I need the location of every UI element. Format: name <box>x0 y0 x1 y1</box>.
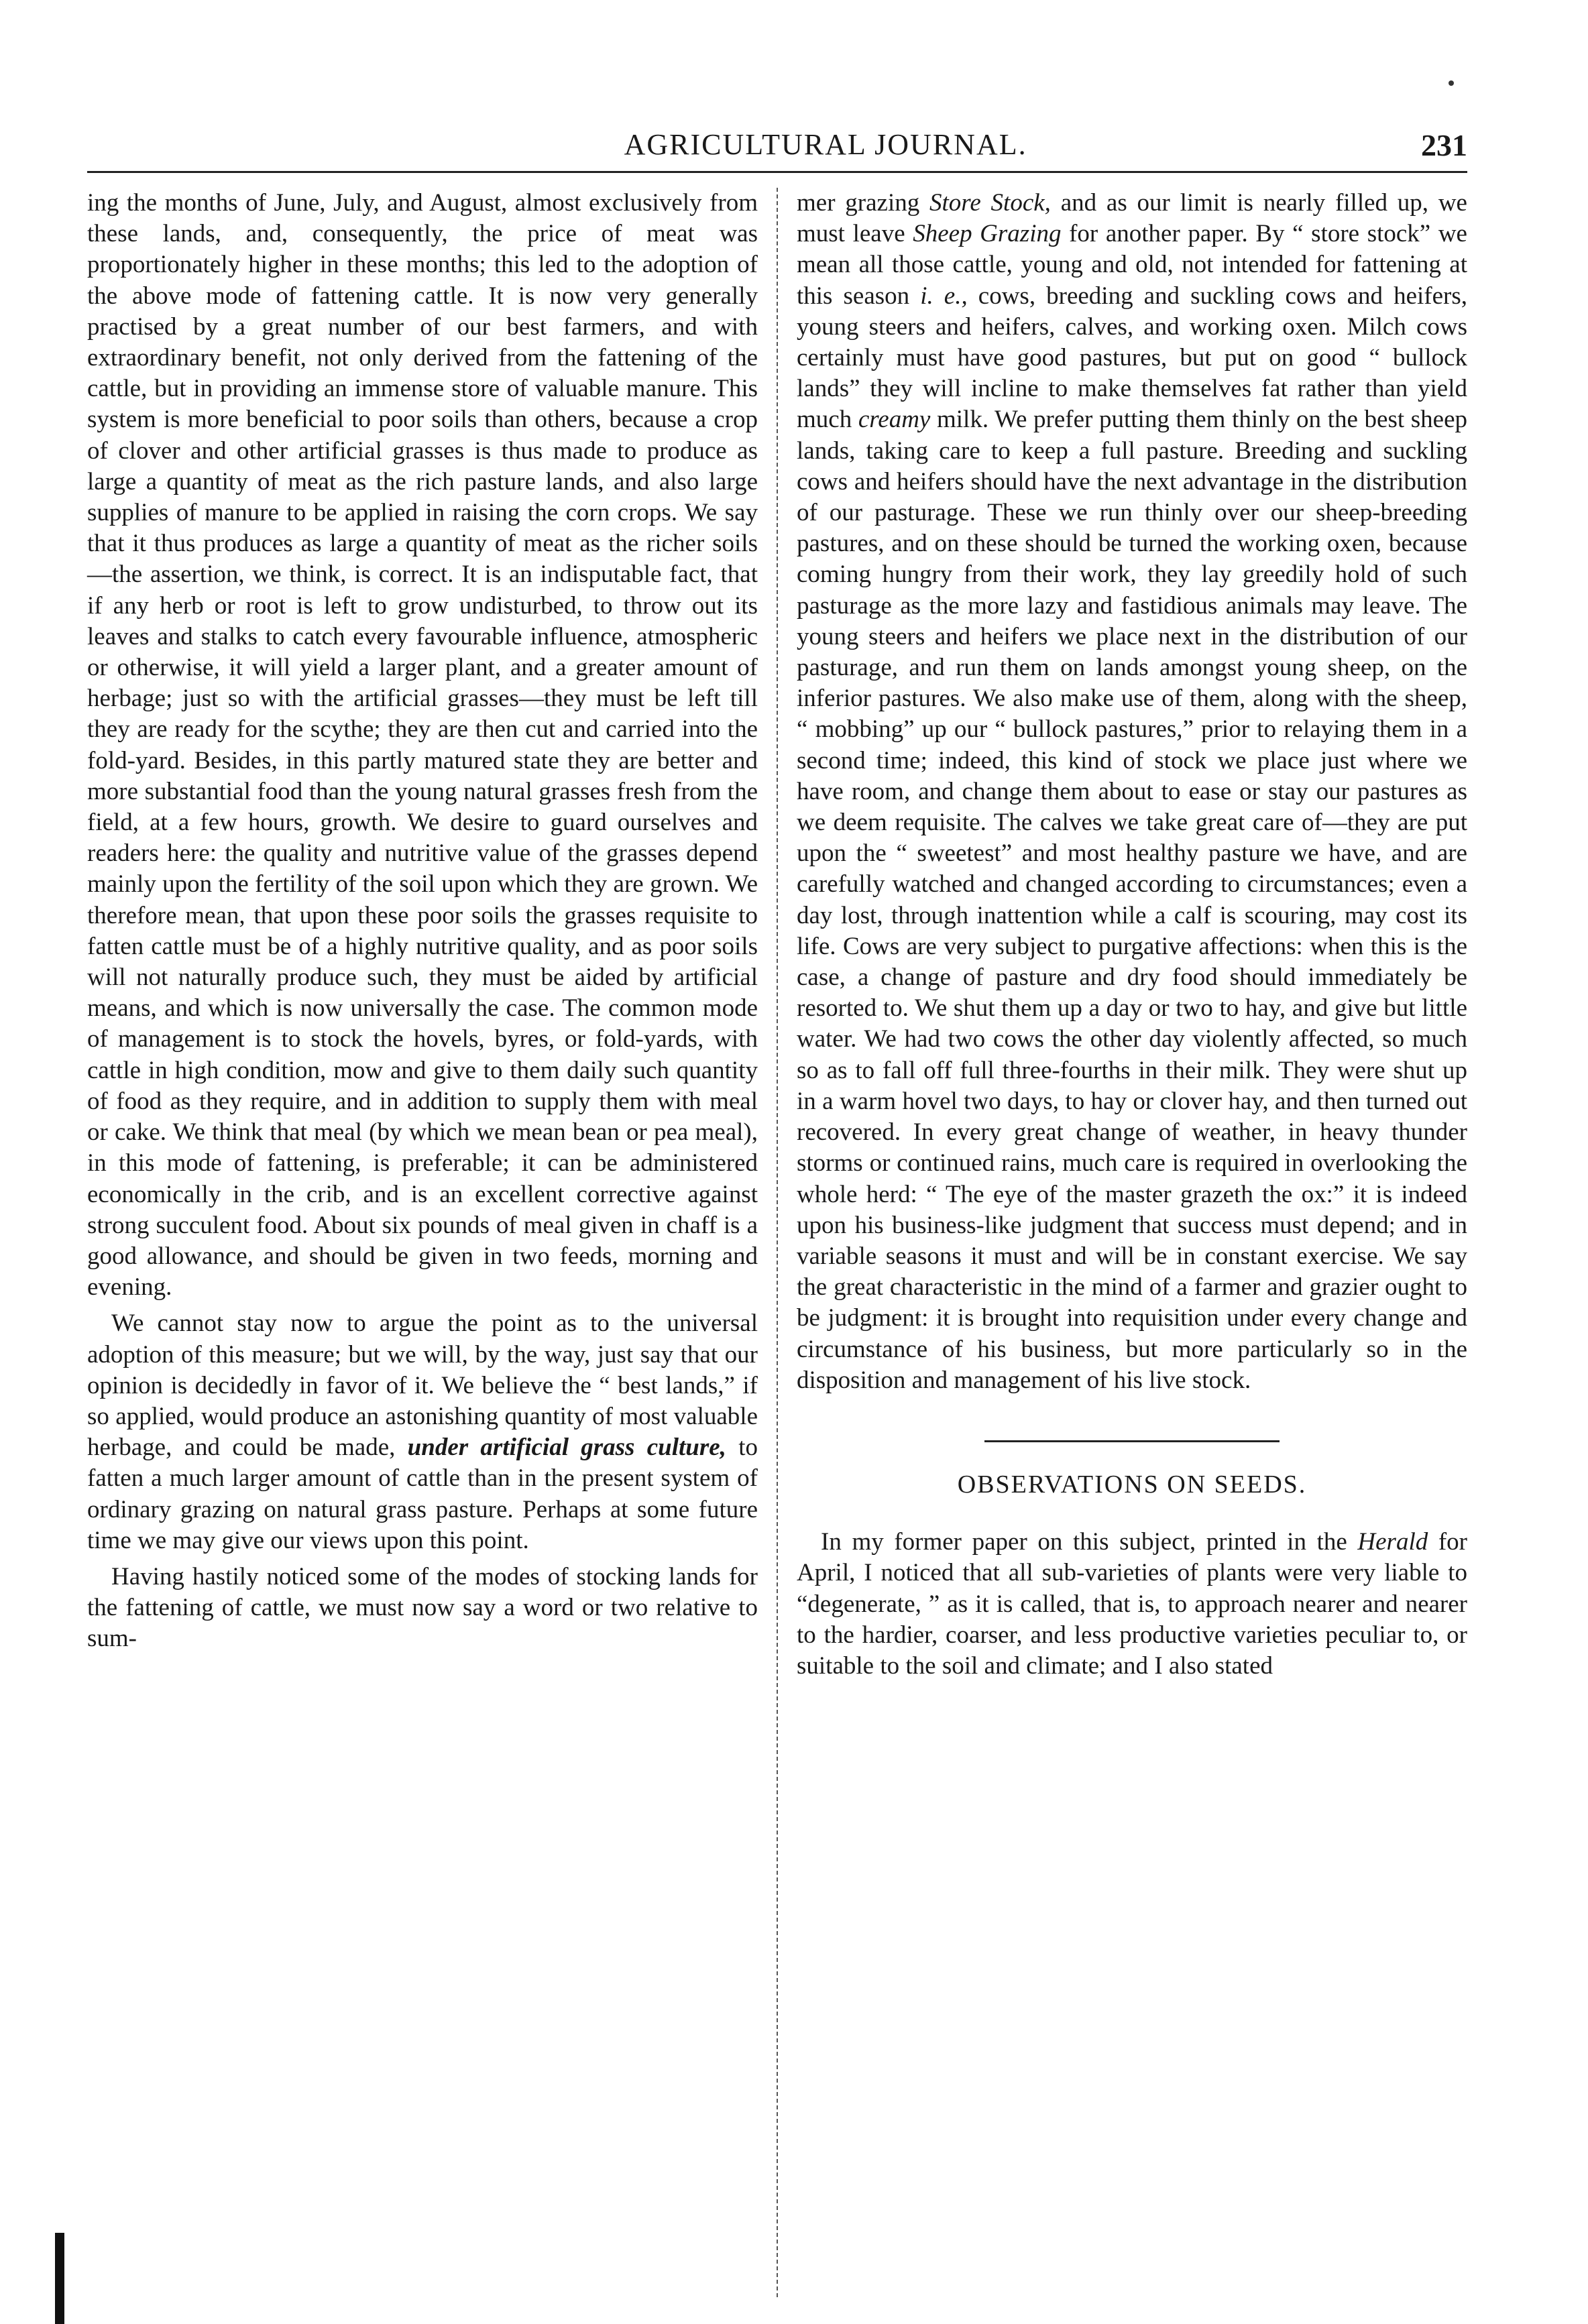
paragraph: We cannot stay now to argue the point as to the universal adoption of this measure; but we will, by the way, just say that our opinion is decidedly in favor of it. We believe the “ best lands,” if so applied, would produce an astonishing quantity of most valuable herbage, and could be made, under artificial grass culture, to fatten a much larger amount of cattle than in the present system of ordinary grazing on natural grass pasture. Perhaps at some future time we may give our views upon this point. <box>87 1310 758 1554</box>
paragraph: Having hastily noticed some of the modes of stocking lands for the fattening of cattle, we must now say a word or two relative to sum- <box>87 1562 758 1653</box>
journal-title: AGRICULTURAL JOURNAL. <box>624 128 1027 161</box>
print-speck <box>1449 80 1454 86</box>
column-divider <box>777 188 778 2297</box>
paragraph: In my former paper on this subject, printed in the Herald for April, I noticed that all sub-varieties of plants were very liable to “degenerate, ” as it is called, that is, to approach nearer and nearer to the hardier, coarser, and less productive varieties peculiar to, or suitable to the soil and climate; and I also stated <box>797 1528 1467 1680</box>
section-title: OBSERVATIONS ON SEEDS. <box>957 1470 1307 1499</box>
margin-mark <box>55 2233 64 2324</box>
right-column <box>797 188 1467 2297</box>
paragraph: mer grazing Store Stock, and as our limit is nearly filled up, we must leave Sheep Grazing for another paper. By “ store stock” we mean all those cattle, young and old, not intended for fattening at this season i. e., cows, breeding and suckling cows and heifers, young steers and heifers, calves, and working oxen. Milch cows certainly must have good pastures, but put on good “ bullock lands” they will incline to make themselves fat rather than yield much creamy milk. We prefer putting them thinly on the best sheep lands, taking care to keep a full pasture. Breeding and suckling cows and heifers should have the next advantage in the distribution of our pasturage. These we run thinly over our sheep-breeding pastures, and on these should be turned the working oxen, because coming hungry from their work, they lay greedily hold of such pasturage as the more lazy and fastidious animals may leave. The young steers and heifers we place next in the distribution of our pasturage, and run them on lands amongst young sheep, on the inferior pastures. We also make use of them, along with the sheep, “ mobbing” up our “ bullock pastures,” prior to relaying them in a second time; indeed, this kind of stock we place just where we have room, and change them about to ease or stay our pastures as we deem requisite. The calves we take great care of—they are put upon the “ sweetest” and most healthy pasture we have, and are carefully watched and changed according to circumstances; even a day lost, through inattention while a calf is scouring, may cost its life. Cows are very subject to purgative affections: when this is the case, a change of pasture and dry food should immediately be resorted to. We shut them up a day or two to hay, and give but little water. We had two cows the other day violently affected, so much so as to fall off full three-fourths in their milk. They were shut up in a warm hovel two days, to hay or clover hay, and then turned out recovered. In every great change of weather, in heavy thunder storms or continued rains, much care is required in overlooking the whole herd: “ The eye of the master grazeth the ox:” it is indeed upon his business-like judgment that success must depend; and in variable seasons it must and will be in constant exercise. We say the great characteristic in the mind of a farmer and grazier ought to be judgment: it is brought into requisition under every change and circumstance of his business, but more particularly so in the disposition and management of his live stock. <box>797 189 1468 1394</box>
page-number: 231 <box>1421 128 1467 162</box>
article-columns <box>87 188 1467 2297</box>
running-header <box>87 117 1467 173</box>
left-column <box>87 188 758 2297</box>
section-rule <box>984 1440 1280 1442</box>
paragraph: ing the months of June, July, and August, almost exclusively from these lands, and, consequently, the price of meat was proportionately higher in these months; this led to the adoption of the above mode of fattening cattle. It is now very generally practised by a great number of our best farmers, and with extraordinary benefit, not only derived from the fattening of the cattle, but in providing an immense store of valuable manure. This system is more beneficial to poor soils than others, because a crop of clover and other artificial grasses is thus made to produce as large a quantity of meat as the rich pasture lands, and also large supplies of manure to be applied in raising the corn crops. We say that it thus produces as large a quantity of meat as the richer soils—the assertion, we think, is correct. It is an indisputable fact, that if any herb or root is left to grow undisturbed, to throw out its leaves and stalks to catch every favourable influence, atmospheric or otherwise, it will yield a larger plant, and a greater amount of herbage; just so with the artificial grasses—they must be left till they are ready for the scythe; they are then cut and carried into the fold-yard. Besides, in this partly matured state they are better and more substantial food than the young natural grasses fresh from the field, at a few hours, growth. We desire to guard ourselves and readers here: the quality and nutritive value of the grasses depend mainly upon the fertility of the soil upon which they are grown. We therefore mean, that upon these poor soils the grasses requisite to fatten cattle must be of a highly nutritive quality, and as poor soils will not naturally produce such, they must be aided by artificial means, and which is now universally the case. The common mode of management is to stock the hovels, byres, or fold-yards, with cattle in high condition, mow and give to them daily such quantity of food as they require, and in addition to supply them with meal or cake. We think that meal (by which we mean bean or pea meal), in this mode of fattening, is preferable; it can be administered economically in the crib, and is an excellent corrective against strong succulent food. About six pounds of meal given in chaff is a good allowance, and should be given in two feeds, morning and evening. <box>87 189 758 1301</box>
